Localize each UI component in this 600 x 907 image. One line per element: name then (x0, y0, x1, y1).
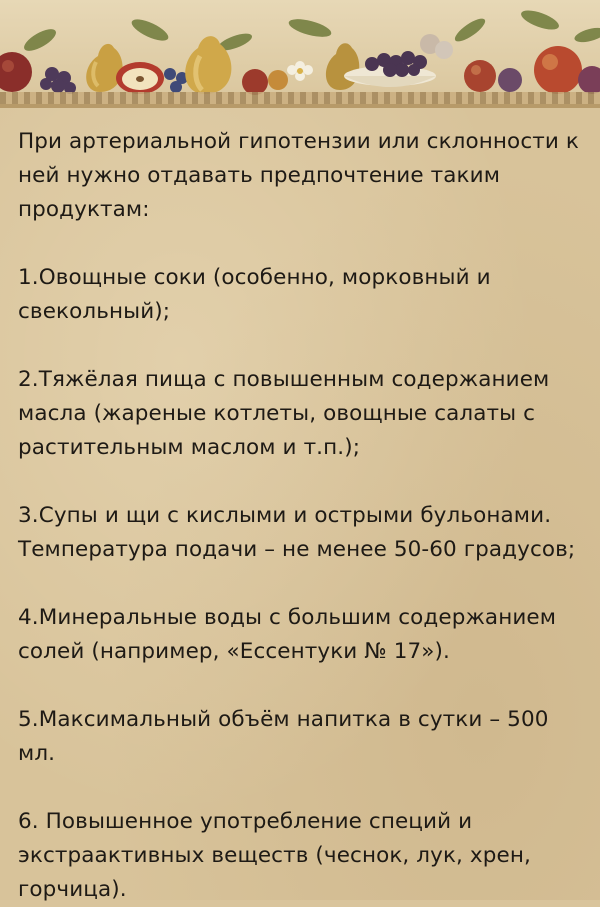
border-rule (0, 92, 600, 104)
list-item-6: 6. Повышенное употребление специй и экстраактивных веществ (чеснок, лук, хрен, горчица). (18, 809, 531, 902)
list-item-5: 5.Максимальный объём напитка в сутки – 500 мл. (18, 707, 549, 766)
border-edge (0, 104, 600, 108)
intro-paragraph: При артериальной гипотензии или склонности к ней нужно отдавать предпочтение таким продуктам: (18, 129, 579, 222)
list-item-2: 2.Тяжёлая пища с повышенным содержанием масла (жареные котлеты, овощные салаты с растительным маслом и т.п.); (18, 367, 550, 460)
list-item-4: 4.Минеральные воды с большим содержанием солей (например, «Ессентуки № 17»). (18, 605, 557, 664)
article-text (18, 125, 590, 907)
list-item-3: 3.Супы и щи с кислыми и острыми бульонами. Температура подачи – не менее 50-60 градусов; (18, 503, 576, 562)
list-item-1: 1.Овощные соки (особенно, морковный и свекольный); (18, 265, 491, 324)
